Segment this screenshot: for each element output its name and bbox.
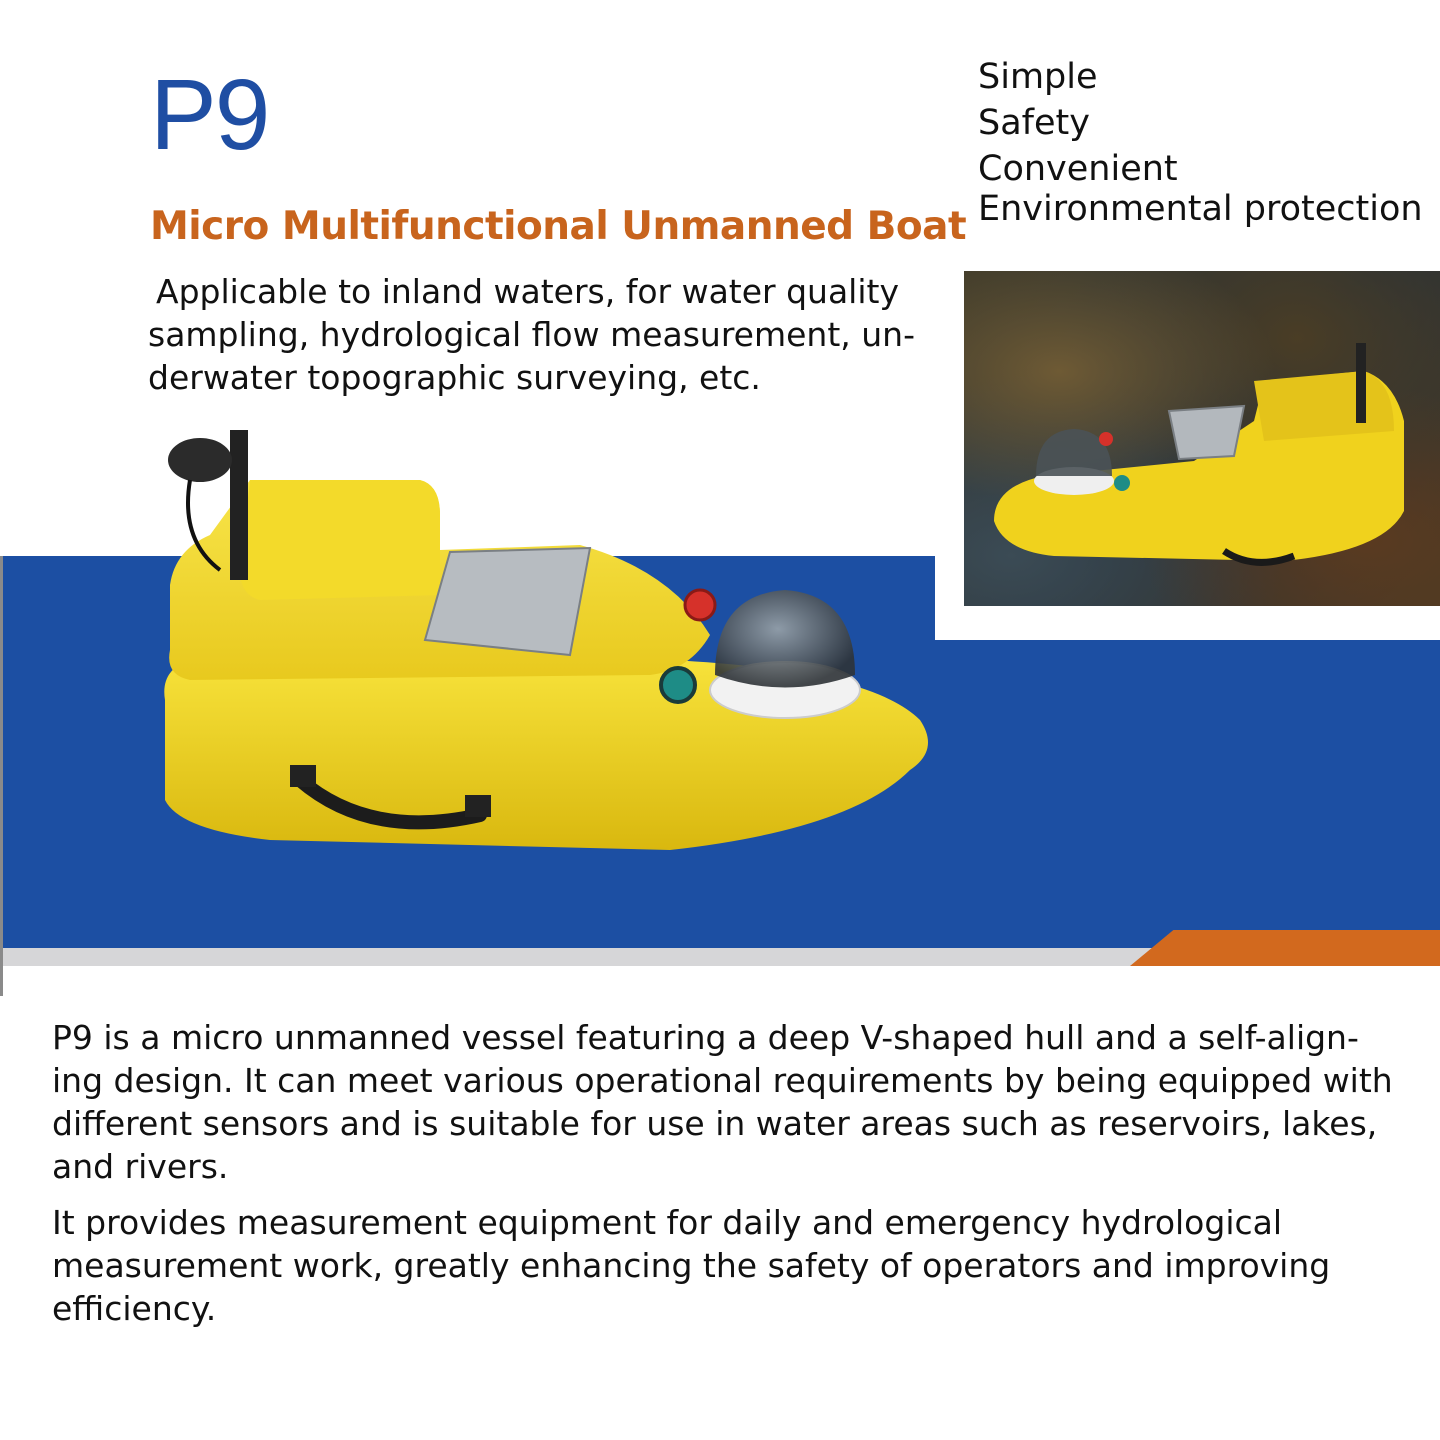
hero-boat-image <box>150 420 950 860</box>
intro-text: Applicable to inland waters, for water quality sampling, hydrological flow measurement, un-derwater topographic surveying, etc. <box>148 272 916 397</box>
feature-item: Convenient <box>978 149 1178 189</box>
product-code-title: P9 <box>150 59 269 171</box>
cabin-block <box>240 480 440 600</box>
left-edge-line <box>0 556 3 996</box>
orange-stripe <box>1130 930 1440 966</box>
product-subtitle: Micro Multifunctional Unmanned Boat <box>150 204 967 249</box>
feature-item: Environmental protection <box>978 189 1423 229</box>
inset-boat-photo <box>964 271 1440 606</box>
description-paragraph-1: P9 is a micro unmanned vessel featuring a deep V-shaped hull and a self-align-ing design. It can meet various operational requirements by being equipped with different sensors and is suitable for use in water areas such as reservoirs, lakes, and rivers. <box>52 1018 1393 1186</box>
red-light-icon <box>685 590 715 620</box>
camera-dome-icon <box>715 590 855 688</box>
feature-list <box>978 54 1423 232</box>
inset-boat-image <box>964 271 1440 606</box>
metal-plate <box>425 548 590 655</box>
green-light-icon <box>661 668 695 702</box>
description-paragraph-2: It provides measurement equipment for daily and emergency hydrological measurement work, greatly enhancing the safety of operators and improving efficiency. <box>52 1203 1331 1328</box>
feature-item: Safety <box>978 103 1090 143</box>
feature-item: Simple <box>978 57 1098 97</box>
antenna-mast <box>230 430 248 580</box>
gps-antenna-icon <box>168 438 232 482</box>
